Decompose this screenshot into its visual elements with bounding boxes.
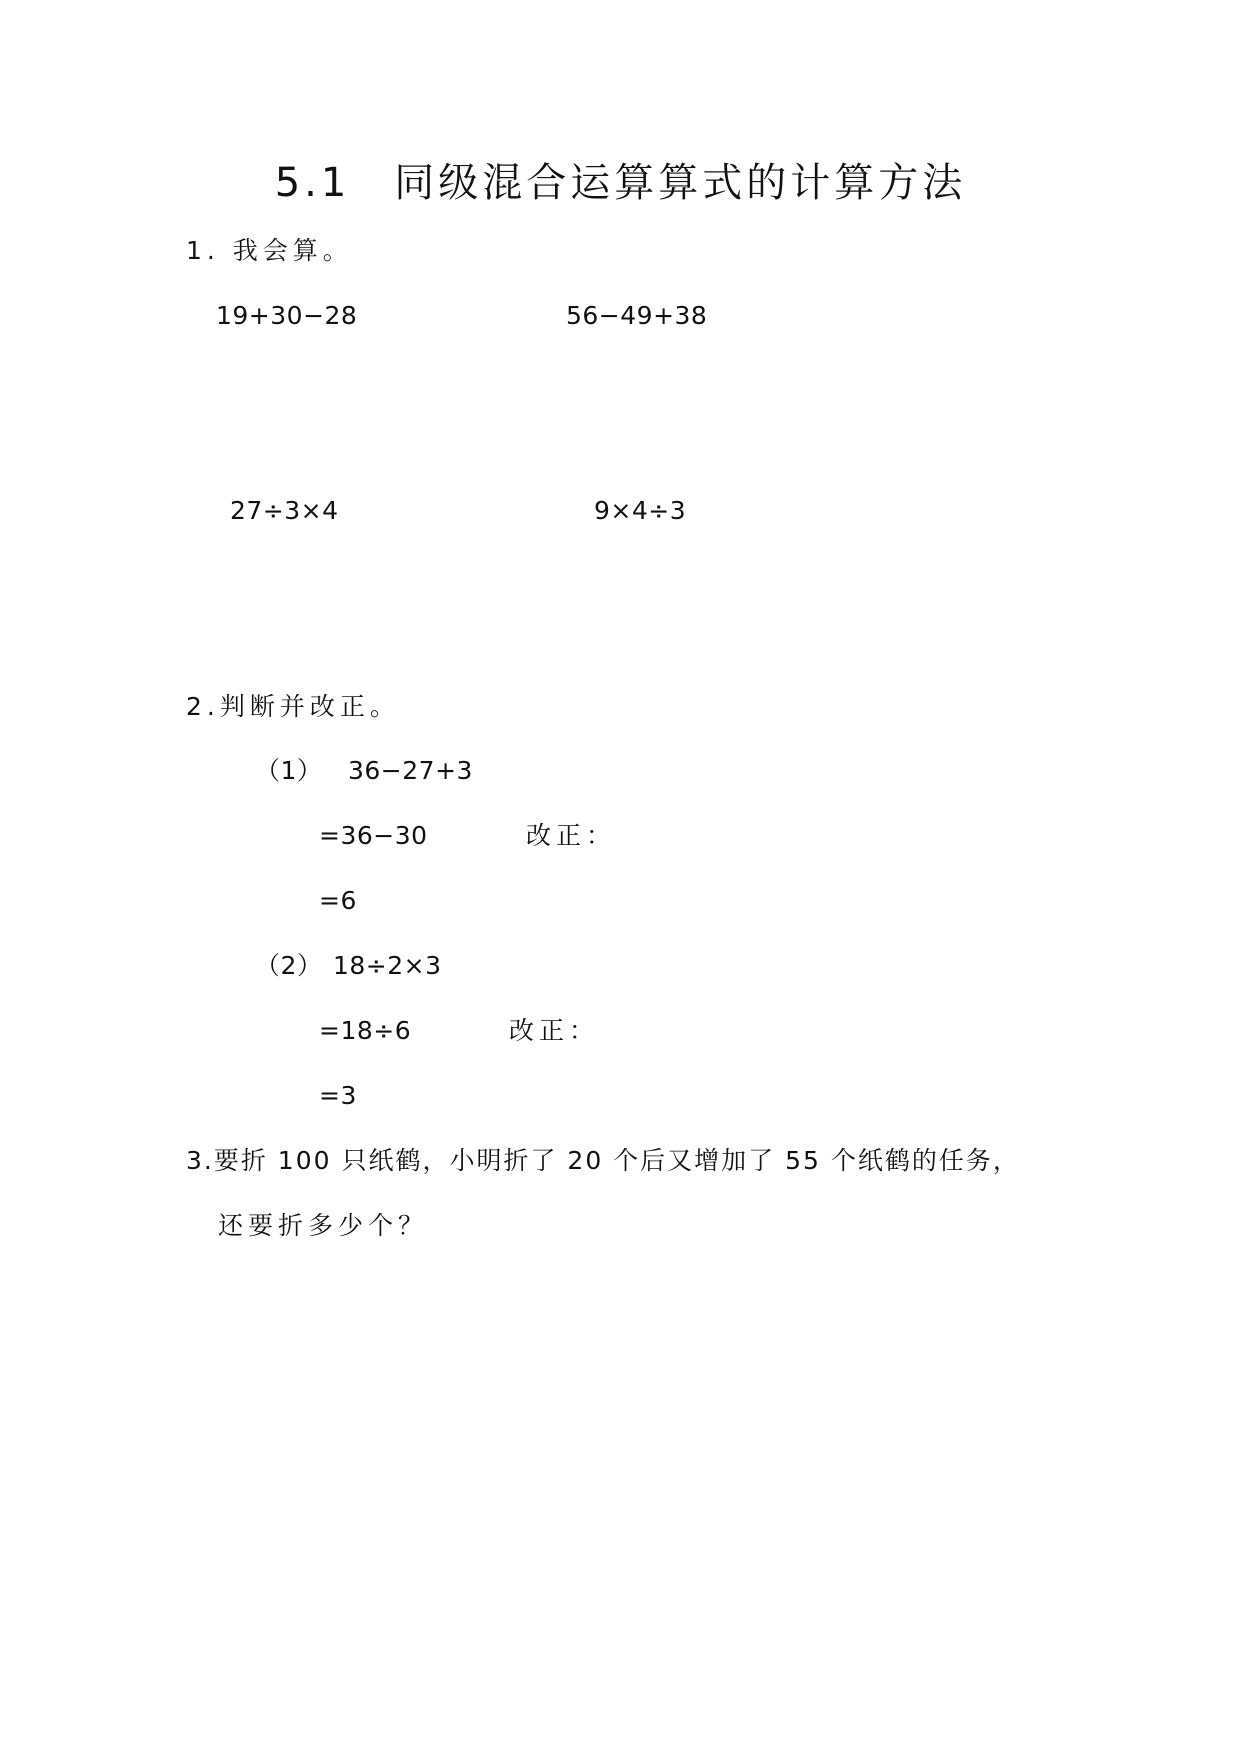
- q2-heading: 2.判断并改正。: [186, 692, 400, 721]
- q2-item-label: （2）: [255, 951, 323, 980]
- q2-item-label: （1）: [255, 756, 323, 785]
- q2-correction-label: 改正：: [526, 821, 617, 850]
- page-title: 5.1 同级混合运算算式的计算方法: [274, 160, 967, 206]
- q3-text-line: 3.要折 100 只纸鹤，小明折了 20 个后又增加了 55 个纸鹤的任务，: [186, 1146, 1020, 1175]
- q1-expression: 19+30−28: [216, 301, 358, 330]
- q1-expression: 56−49+38: [566, 301, 708, 330]
- q2-item-expression: 18÷2×3: [333, 951, 442, 980]
- q2-item-step: =6: [319, 886, 357, 915]
- q3-text-line: 还要折多少个？: [218, 1211, 429, 1240]
- q2-correction-label: 改正：: [509, 1016, 600, 1045]
- q2-item-step: =3: [319, 1081, 357, 1110]
- q1-expression: 9×4÷3: [594, 496, 687, 525]
- q2-item-step: =18÷6: [319, 1016, 412, 1045]
- q2-item-expression: 36−27+3: [348, 756, 473, 785]
- q1-heading: 1. 我会算。: [186, 236, 353, 265]
- q2-item-step: =36−30: [319, 821, 428, 850]
- q1-expression: 27÷3×4: [230, 496, 339, 525]
